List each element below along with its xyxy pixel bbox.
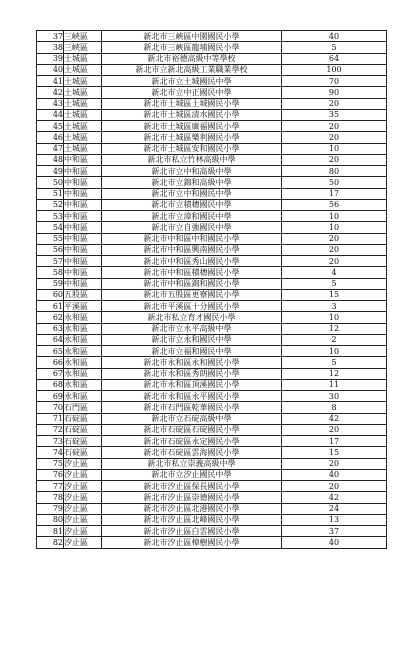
count-cell: 20 <box>282 458 387 469</box>
school-name-cell: 新北市立汐止國民中學 <box>102 469 282 480</box>
row-number-cell: 56 <box>37 244 64 255</box>
school-name-cell: 新北市石碇區石碇國民小學 <box>102 424 282 435</box>
count-cell: 15 <box>282 447 387 458</box>
table-row <box>37 346 387 357</box>
school-name-cell: 新北市三峽區中園國民小學 <box>102 31 282 42</box>
district-cell: 汐止區 <box>64 458 102 469</box>
district-cell: 中和區 <box>64 267 102 278</box>
district-cell: 土城區 <box>64 53 102 64</box>
school-name-cell: 新北市立積穗國民中學 <box>102 199 282 210</box>
table-body <box>37 31 387 549</box>
district-cell: 土城區 <box>64 64 102 75</box>
school-name-cell: 新北市汐止區保長國民小學 <box>102 481 282 492</box>
row-number-cell: 49 <box>37 166 64 177</box>
count-cell: 4 <box>282 267 387 278</box>
school-name-cell: 新北市立漳和國民中學 <box>102 211 282 222</box>
school-name-cell: 新北市石門區乾華國民小學 <box>102 402 282 413</box>
district-cell: 中和區 <box>64 199 102 210</box>
count-cell: 56 <box>282 199 387 210</box>
count-cell: 17 <box>282 436 387 447</box>
table-row <box>37 87 387 98</box>
school-name-cell: 新北市立錦和高級中學 <box>102 177 282 188</box>
count-cell: 10 <box>282 312 387 323</box>
district-cell: 中和區 <box>64 244 102 255</box>
district-cell: 土城區 <box>64 76 102 87</box>
row-number-cell: 64 <box>37 334 64 345</box>
school-name-cell: 新北市立中正國民中學 <box>102 87 282 98</box>
count-cell: 20 <box>282 424 387 435</box>
school-name-cell: 新北市永和區永和國民小學 <box>102 357 282 368</box>
table-row <box>37 323 387 334</box>
district-cell: 土城區 <box>64 87 102 98</box>
school-name-cell: 新北市土城區土城國民小學 <box>102 98 282 109</box>
count-cell: 20 <box>282 481 387 492</box>
district-cell: 石碇區 <box>64 436 102 447</box>
row-number-cell: 53 <box>37 211 64 222</box>
school-name-cell: 新北市汐止區樟樹國民小學 <box>102 537 282 548</box>
table-row <box>37 526 387 537</box>
count-cell: 17 <box>282 188 387 199</box>
school-name-cell: 新北市石碇區永定國民小學 <box>102 436 282 447</box>
row-number-cell: 68 <box>37 379 64 390</box>
row-number-cell: 72 <box>37 424 64 435</box>
row-number-cell: 62 <box>37 312 64 323</box>
row-number-cell: 39 <box>37 53 64 64</box>
school-name-cell: 新北市土城區清水國民小學 <box>102 109 282 120</box>
table-row <box>37 154 387 165</box>
row-number-cell: 76 <box>37 469 64 480</box>
row-number-cell: 59 <box>37 278 64 289</box>
table-row <box>37 312 387 323</box>
table-row <box>37 481 387 492</box>
row-number-cell: 69 <box>37 391 64 402</box>
row-number-cell: 74 <box>37 447 64 458</box>
row-number-cell: 66 <box>37 357 64 368</box>
table-row <box>37 503 387 514</box>
row-number-cell: 82 <box>37 537 64 548</box>
school-name-cell: 新北市中和區興南國民小學 <box>102 244 282 255</box>
count-cell: 40 <box>282 31 387 42</box>
school-name-cell: 新北市立自強國民中學 <box>102 222 282 233</box>
count-cell: 3 <box>282 301 387 312</box>
count-cell: 64 <box>282 53 387 64</box>
table-row <box>37 267 387 278</box>
table-row <box>37 132 387 143</box>
district-cell: 汐止區 <box>64 514 102 525</box>
school-name-cell: 新北市平溪區十分國民小學 <box>102 301 282 312</box>
school-name-cell: 新北市中和區積穗國民小學 <box>102 267 282 278</box>
school-name-cell: 新北市私立崇義高級中學 <box>102 458 282 469</box>
district-cell: 中和區 <box>64 233 102 244</box>
row-number-cell: 54 <box>37 222 64 233</box>
district-cell: 永和區 <box>64 346 102 357</box>
district-cell: 三峽區 <box>64 31 102 42</box>
table-row <box>37 256 387 267</box>
school-name-cell: 新北市永和區永平國民小學 <box>102 391 282 402</box>
school-name-cell: 新北市汐止區白雲國民小學 <box>102 526 282 537</box>
school-name-cell: 新北市五股區更寮國民小學 <box>102 289 282 300</box>
count-cell: 20 <box>282 244 387 255</box>
district-cell: 永和區 <box>64 323 102 334</box>
row-number-cell: 73 <box>37 436 64 447</box>
school-name-cell: 新北市立永和國民中學 <box>102 334 282 345</box>
row-number-cell: 47 <box>37 143 64 154</box>
district-cell: 汐止區 <box>64 503 102 514</box>
count-cell: 10 <box>282 346 387 357</box>
school-name-cell: 新北市汐止區崇德國民小學 <box>102 492 282 503</box>
count-cell: 11 <box>282 379 387 390</box>
table-row <box>37 301 387 312</box>
school-name-cell: 新北市立石碇高級中學 <box>102 413 282 424</box>
district-cell: 汐止區 <box>64 537 102 548</box>
school-name-cell: 新北市永和區秀朗國民小學 <box>102 368 282 379</box>
school-name-cell: 新北市立中和國民中學 <box>102 188 282 199</box>
school-name-cell: 新北市立永平高級中學 <box>102 323 282 334</box>
table-row <box>37 121 387 132</box>
table-row <box>37 289 387 300</box>
school-name-cell: 新北市立土城國民中學 <box>102 76 282 87</box>
table-row <box>37 469 387 480</box>
count-cell: 80 <box>282 166 387 177</box>
count-cell: 40 <box>282 469 387 480</box>
table-row <box>37 514 387 525</box>
table-row <box>37 42 387 53</box>
district-cell: 中和區 <box>64 222 102 233</box>
table-row <box>37 222 387 233</box>
school-name-cell: 新北市私立育才國民小學 <box>102 312 282 323</box>
table-row <box>37 368 387 379</box>
district-cell: 永和區 <box>64 357 102 368</box>
table-row <box>37 211 387 222</box>
district-cell: 三峽區 <box>64 42 102 53</box>
count-cell: 37 <box>282 526 387 537</box>
table-row <box>37 447 387 458</box>
table-row <box>37 458 387 469</box>
school-name-cell: 新北市土城區安和國民小學 <box>102 143 282 154</box>
count-cell: 15 <box>282 289 387 300</box>
district-cell: 土城區 <box>64 98 102 109</box>
count-cell: 10 <box>282 211 387 222</box>
row-number-cell: 51 <box>37 188 64 199</box>
count-cell: 70 <box>282 76 387 87</box>
row-number-cell: 77 <box>37 481 64 492</box>
table-row <box>37 357 387 368</box>
district-cell: 汐止區 <box>64 526 102 537</box>
row-number-cell: 52 <box>37 199 64 210</box>
count-cell: 2 <box>282 334 387 345</box>
school-name-cell: 新北市土城區樂利國民小學 <box>102 132 282 143</box>
row-number-cell: 60 <box>37 289 64 300</box>
row-number-cell: 41 <box>37 76 64 87</box>
school-name-cell: 新北市中和區中和國民小學 <box>102 233 282 244</box>
count-cell: 20 <box>282 121 387 132</box>
row-number-cell: 79 <box>37 503 64 514</box>
row-number-cell: 44 <box>37 109 64 120</box>
district-cell: 中和區 <box>64 177 102 188</box>
table-row <box>37 537 387 548</box>
table-row <box>37 413 387 424</box>
table-row <box>37 379 387 390</box>
district-cell: 汐止區 <box>64 492 102 503</box>
district-cell: 汐止區 <box>64 481 102 492</box>
table-row <box>37 143 387 154</box>
district-cell: 永和區 <box>64 312 102 323</box>
district-cell: 永和區 <box>64 379 102 390</box>
table-row <box>37 334 387 345</box>
district-cell: 平溪區 <box>64 301 102 312</box>
count-cell: 30 <box>282 391 387 402</box>
row-number-cell: 37 <box>37 31 64 42</box>
district-cell: 石碇區 <box>64 447 102 458</box>
district-cell: 汐止區 <box>64 469 102 480</box>
district-cell: 中和區 <box>64 154 102 165</box>
table-row <box>37 391 387 402</box>
row-number-cell: 78 <box>37 492 64 503</box>
count-cell: 40 <box>282 537 387 548</box>
count-cell: 20 <box>282 256 387 267</box>
table-row <box>37 492 387 503</box>
school-name-cell: 新北市土城區廣福國民小學 <box>102 121 282 132</box>
row-number-cell: 42 <box>37 87 64 98</box>
table-row <box>37 76 387 87</box>
district-cell: 五股區 <box>64 289 102 300</box>
row-number-cell: 48 <box>37 154 64 165</box>
count-cell: 10 <box>282 222 387 233</box>
school-name-cell: 新北市中和區錦和國民小學 <box>102 278 282 289</box>
district-cell: 中和區 <box>64 211 102 222</box>
row-number-cell: 55 <box>37 233 64 244</box>
row-number-cell: 75 <box>37 458 64 469</box>
school-name-cell: 新北市私立竹林高級中學 <box>102 154 282 165</box>
count-cell: 20 <box>282 132 387 143</box>
table-row <box>37 177 387 188</box>
district-cell: 土城區 <box>64 132 102 143</box>
table-row <box>37 98 387 109</box>
school-name-cell: 新北市中和區秀山國民小學 <box>102 256 282 267</box>
count-cell: 20 <box>282 233 387 244</box>
district-cell: 中和區 <box>64 166 102 177</box>
count-cell: 5 <box>282 278 387 289</box>
school-name-cell: 新北市汐止區北港國民小學 <box>102 503 282 514</box>
count-cell: 90 <box>282 87 387 98</box>
count-cell: 50 <box>282 177 387 188</box>
table-row <box>37 244 387 255</box>
count-cell: 42 <box>282 492 387 503</box>
row-number-cell: 46 <box>37 132 64 143</box>
count-cell: 5 <box>282 357 387 368</box>
count-cell: 5 <box>282 42 387 53</box>
row-number-cell: 70 <box>37 402 64 413</box>
school-allocation-table <box>36 30 387 549</box>
row-number-cell: 43 <box>37 98 64 109</box>
district-cell: 石碇區 <box>64 424 102 435</box>
district-cell: 土城區 <box>64 121 102 132</box>
district-cell: 中和區 <box>64 278 102 289</box>
school-name-cell: 新北市立中和高級中學 <box>102 166 282 177</box>
row-number-cell: 50 <box>37 177 64 188</box>
count-cell: 10 <box>282 143 387 154</box>
table-row <box>37 64 387 75</box>
school-name-cell: 新北市立福和國民中學 <box>102 346 282 357</box>
school-name-cell: 新北市三峽區龍埔國民小學 <box>102 42 282 53</box>
table-row <box>37 166 387 177</box>
school-name-cell: 新北市石碇區雲海國民小學 <box>102 447 282 458</box>
school-name-cell: 新北市裕德高級中等學校 <box>102 53 282 64</box>
table-row <box>37 53 387 64</box>
table-row <box>37 436 387 447</box>
district-cell: 中和區 <box>64 256 102 267</box>
school-name-cell: 新北市立新北高級工業職業學校 <box>102 64 282 75</box>
row-number-cell: 63 <box>37 323 64 334</box>
count-cell: 20 <box>282 154 387 165</box>
table-row <box>37 31 387 42</box>
row-number-cell: 57 <box>37 256 64 267</box>
district-cell: 土城區 <box>64 109 102 120</box>
district-cell: 永和區 <box>64 391 102 402</box>
table-row <box>37 278 387 289</box>
school-name-cell: 新北市汐止區北峰國民小學 <box>102 514 282 525</box>
table-row <box>37 188 387 199</box>
table-row <box>37 199 387 210</box>
count-cell: 12 <box>282 368 387 379</box>
count-cell: 35 <box>282 109 387 120</box>
table-row <box>37 424 387 435</box>
row-number-cell: 45 <box>37 121 64 132</box>
count-cell: 8 <box>282 402 387 413</box>
table-row <box>37 233 387 244</box>
count-cell: 24 <box>282 503 387 514</box>
count-cell: 42 <box>282 413 387 424</box>
row-number-cell: 40 <box>37 64 64 75</box>
count-cell: 100 <box>282 64 387 75</box>
row-number-cell: 67 <box>37 368 64 379</box>
district-cell: 中和區 <box>64 188 102 199</box>
row-number-cell: 81 <box>37 526 64 537</box>
row-number-cell: 65 <box>37 346 64 357</box>
district-cell: 永和區 <box>64 368 102 379</box>
count-cell: 12 <box>282 323 387 334</box>
count-cell: 20 <box>282 98 387 109</box>
table-row <box>37 402 387 413</box>
district-cell: 石門區 <box>64 402 102 413</box>
row-number-cell: 71 <box>37 413 64 424</box>
district-cell: 石碇區 <box>64 413 102 424</box>
count-cell: 13 <box>282 514 387 525</box>
district-cell: 永和區 <box>64 334 102 345</box>
school-name-cell: 新北市永和區頂溪國民小學 <box>102 379 282 390</box>
table-row <box>37 109 387 120</box>
row-number-cell: 38 <box>37 42 64 53</box>
row-number-cell: 80 <box>37 514 64 525</box>
row-number-cell: 61 <box>37 301 64 312</box>
district-cell: 土城區 <box>64 143 102 154</box>
row-number-cell: 58 <box>37 267 64 278</box>
